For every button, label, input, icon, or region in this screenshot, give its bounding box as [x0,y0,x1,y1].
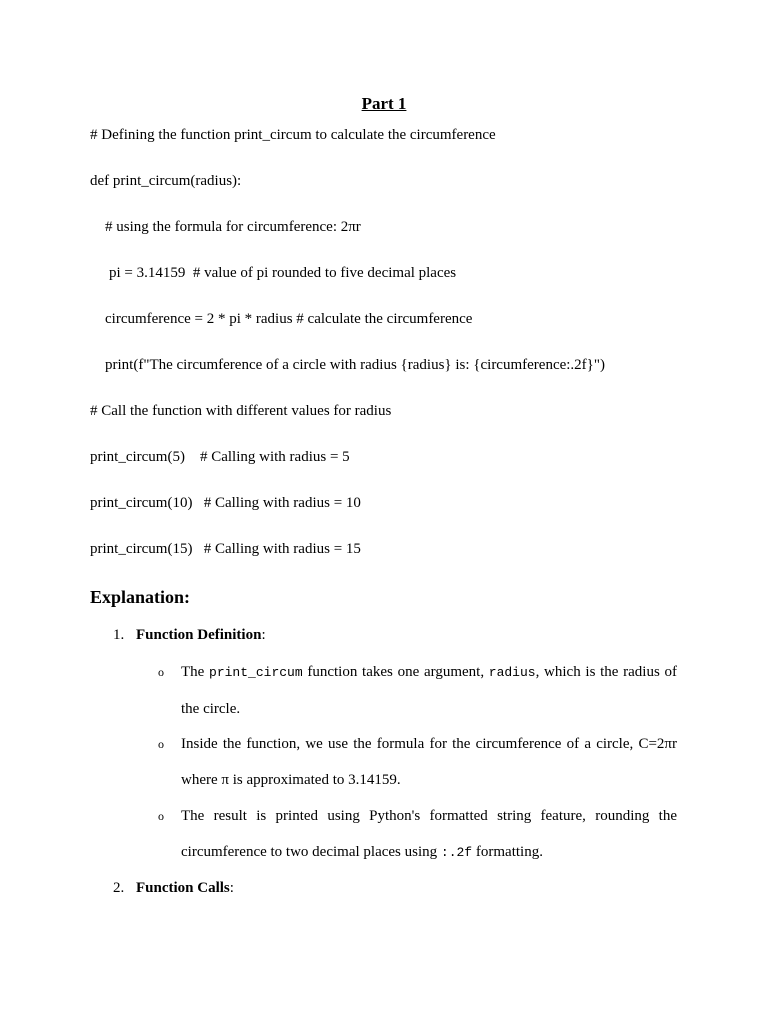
code-line-7: # Call the function with different values for radius [90,403,392,419]
list-item-title: Function Definition [136,627,262,643]
bullet-paragraph-1 [181,654,677,727]
code-line-2: def print_circum(radius): [90,173,242,189]
code-line-6: print(f"The circumference of a circle with radius {radius} is: {circumference:.2f}") [105,357,605,373]
bullet-marker: o [158,809,164,823]
bullet-marker: o [158,737,164,751]
list-number: 2. [113,880,125,896]
code-line-10: print_circum(15) # Calling with radius = 15 [90,541,361,557]
text-span: The result is printed using Python's formatted string feature, rounding the circumference to two decimal places using [181,808,677,860]
text-span: The [181,664,210,680]
code-line-4: pi = 3.14159 # value of pi rounded to five decimal places [109,265,457,281]
text-span: function takes one argument, [302,664,489,680]
list-item-suffix: : [229,880,234,896]
list-item-label [136,625,266,645]
code-line-3: # using the formula for circumference: 2πr [105,219,361,235]
code-line-8: print_circum(5) # Calling with radius = 5 [90,449,350,465]
bullet-marker: o [158,665,164,679]
code-line-9: print_circum(10) # Calling with radius = 10 [90,495,361,511]
text-span: , which is the radius of the circle. [181,664,678,717]
code-line-1: # Defining the function print_circum to calculate the circumference [90,127,496,143]
list-number: 1. [113,627,125,643]
text-span: formatting. [472,844,543,860]
inline-code: print_circum [209,665,303,680]
bullet-paragraph-2: Inside the function, we use the formula for the circumference of a circle, C=2πr where π is approximated to 3.14159. [181,736,677,788]
list-item-title: Function Calls [136,880,230,896]
page-title: Part 1 [361,94,407,113]
explanation-heading: Explanation: [90,587,191,607]
list-item-suffix: : [261,627,266,643]
code-line-5: circumference = 2 * pi * radius # calculate the circumference [105,311,473,327]
bullet-paragraph-3 [181,798,677,871]
list-item-label [136,878,234,898]
inline-code: radius [488,665,536,680]
inline-code: :.2f [440,845,473,860]
